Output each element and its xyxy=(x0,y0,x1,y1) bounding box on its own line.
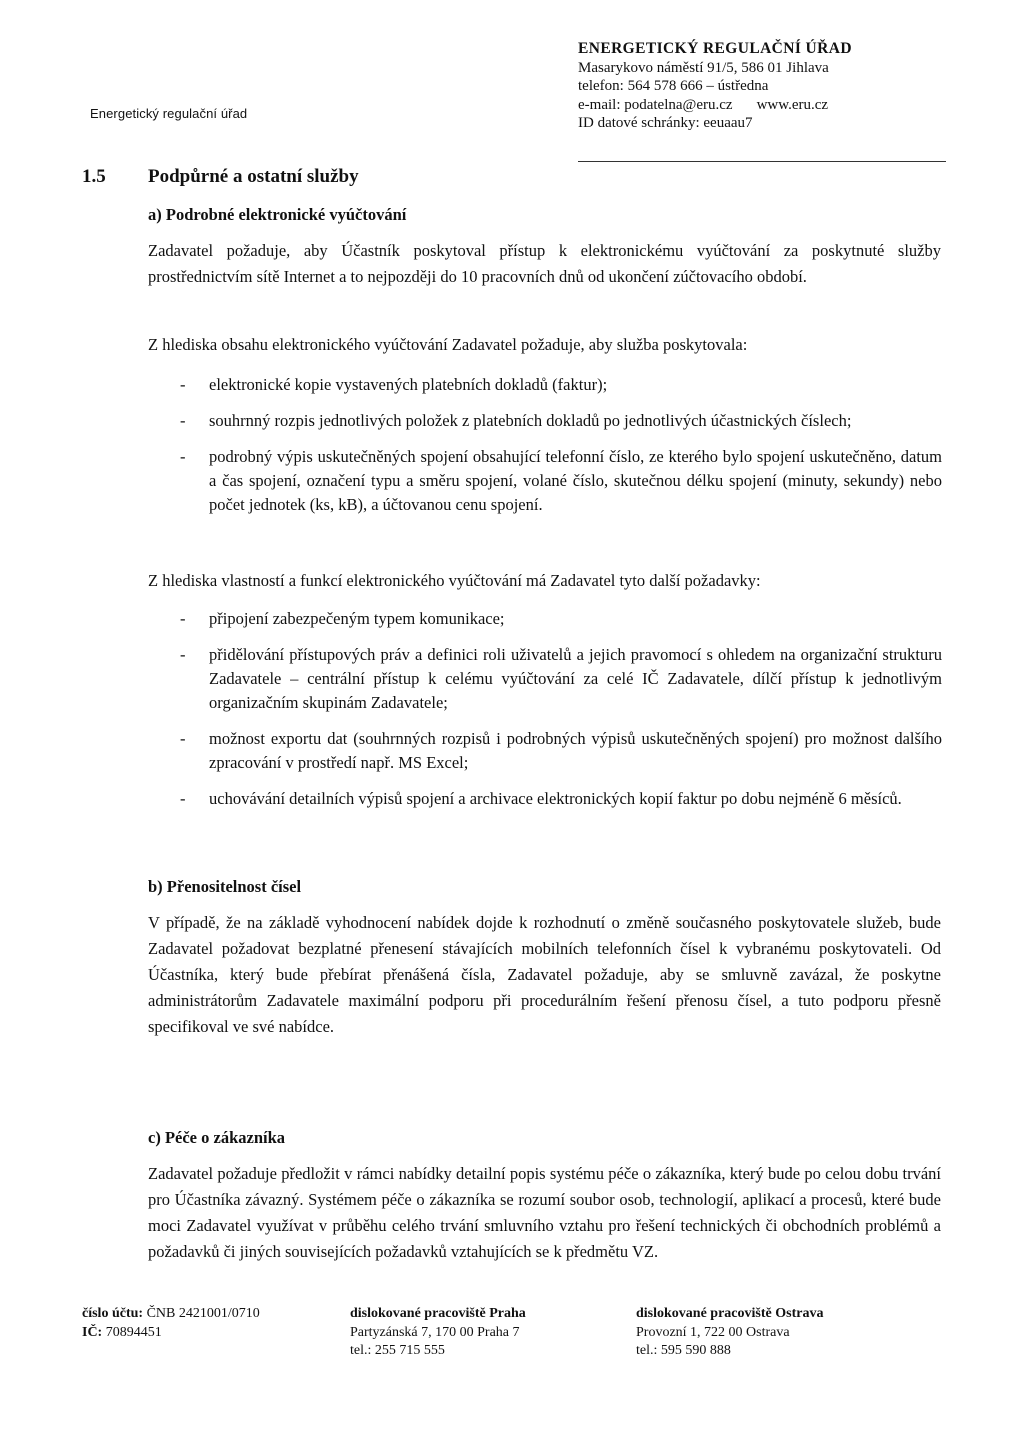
org-website: www.eru.cz xyxy=(756,96,829,113)
list-item-text: souhrnný rozpis jednotlivých položek z platebních dokladů po jednotlivých účastnických číslech; xyxy=(209,411,852,430)
praha-address: Partyzánská 7, 170 00 Praha 7 xyxy=(350,1324,520,1340)
footer-ostrava-office xyxy=(636,1305,823,1361)
list-item-text: možnost exportu dat (souhrnných rozpisů i podrobných výpisů uskutečněných spojení) pro možnost dalšího zpracování v prostředí např. MS Excel; xyxy=(209,729,942,772)
list-item-text: připojení zabezpečeným typem komunikace; xyxy=(209,609,505,628)
ic-value: 70894451 xyxy=(105,1324,162,1340)
ostrava-phone: tel.: 595 590 888 xyxy=(636,1343,731,1358)
org-address: Masarykovo náměstí 91/5, 586 01 Jihlava xyxy=(578,59,829,76)
list-dash: - xyxy=(180,645,186,664)
list-item xyxy=(180,787,942,811)
list-dash: - xyxy=(180,789,186,808)
ic-label: IČ: xyxy=(82,1324,103,1340)
praha-title: dislokované pracoviště Praha xyxy=(350,1306,526,1321)
header-office-name: Energetický regulační úřad xyxy=(90,106,248,121)
subsection-c-heading: c) Péče o zákazníka xyxy=(148,1128,286,1147)
org-contact-block xyxy=(578,40,852,133)
org-contact-row xyxy=(578,96,852,115)
list-item xyxy=(180,643,942,715)
account-value: ČNB 2421001/0710 xyxy=(146,1306,260,1321)
content-requirements-list xyxy=(180,373,942,529)
list-item xyxy=(180,727,942,775)
section-title: Podpůrné a ostatní služby xyxy=(148,166,359,187)
list-item-text: elektronické kopie vystavených platebních dokladů (faktur); xyxy=(209,375,608,394)
list-dash: - xyxy=(180,729,186,748)
org-name: ENERGETICKÝ REGULAČNÍ ÚŘAD xyxy=(578,40,852,57)
list-item-text: podrobný výpis uskutečněných spojení obsahující telefonní číslo, ze kterého bylo spojení uskutečněno, datum a čas spojení, označení typu a směru spojení, volané číslo, skutečnou délku spojení (minuty, sekundy) nebo počet jednotek (ks, kB), a účtovanou cenu spojení. xyxy=(209,447,942,514)
header-divider xyxy=(578,161,946,162)
subsection-a-paragraph-2: Z hlediska obsahu elektronického vyúčtování Zadavatel požaduje, aby služba poskytovala: xyxy=(148,335,748,354)
feature-requirements-list xyxy=(180,607,942,823)
list-dash: - xyxy=(180,411,186,430)
subsection-a-paragraph-1: Zadavatel požaduje, aby Účastník poskytoval přístup k elektronickému vyúčtování za poskytnuté služby prostřednictvím sítě Internet a to nejpozději do 10 pracovních dnů od ukončení zúčtovacího období. xyxy=(148,241,941,286)
subsection-b-paragraph: V případě, že na základě vyhodnocení nabídek dojde k rozhodnutí o změně současného poskytovatele služeb, bude Zadavatel požadovat bezplatné přenesení stávajících mobilních telefonních čísel k vybranému poskytovateli. Od Účastníka, který bude přebírat přenášená čísla, Zadavatel požaduje, aby se smluvně zavázal, že poskytne administrátorům Zadavatele maximální podporu při procedurálním řešení přenosu čísel, a tuto podporu přesně specifikoval ve své nabídce. xyxy=(148,913,941,1036)
ostrava-address: Provozní 1, 722 00 Ostrava xyxy=(636,1324,790,1340)
list-item-text: přidělování přístupových práv a definici roli uživatelů a jejich pravomocí s ohledem na organizační strukturu Zadavatele – centrální přístup k celému vyúčtování za celé IČ Zadavatele, dílčí přístup k jednotlivým organizačním skupinám Zadavatele; xyxy=(209,645,942,712)
subsection-b-heading: b) Přenositelnost čísel xyxy=(148,877,302,896)
subsection-a-heading: a) Podrobné elektronické vyúčtování xyxy=(148,205,407,224)
footer-praha-office xyxy=(350,1305,526,1361)
list-dash: - xyxy=(180,447,186,466)
list-item xyxy=(180,607,942,631)
subsection-a-paragraph-3: Z hlediska vlastností a funkcí elektronického vyúčtování má Zadavatel tyto další požadavky: xyxy=(148,571,761,590)
list-item xyxy=(180,409,942,433)
list-dash: - xyxy=(180,375,186,394)
subsection-c-paragraph: Zadavatel požaduje předložit v rámci nabídky detailní popis systému péče o zákazníka, který bude po celou dobu trvání pro Účastníka závazný. Systémem péče o zákazníka se rozumí soubor osob, technologií, aplikací a procesů, které bude moci Zadavatel využívat v průběhu celého trvání smluvního vztahu pro řešení technických či obchodních problémů a požadavků či jiných souvisejících požadavků vztahujících se k předmětu VZ. xyxy=(148,1164,941,1261)
footer-bank-info xyxy=(82,1305,260,1342)
org-email: e-mail: podatelna@eru.cz xyxy=(578,96,733,113)
ostrava-title: dislokované pracoviště Ostrava xyxy=(636,1306,824,1321)
list-item xyxy=(180,373,942,397)
org-data-box: ID datové schránky: eeuaau7 xyxy=(578,115,753,131)
list-item xyxy=(180,445,942,517)
account-label: číslo účtu: xyxy=(82,1306,144,1321)
section-number: 1.5 xyxy=(82,166,106,187)
org-phone: telefon: 564 578 666 – ústředna xyxy=(578,78,769,94)
praha-phone: tel.: 255 715 555 xyxy=(350,1343,445,1358)
list-item-text: uchovávání detailních výpisů spojení a archivace elektronických kopií faktur po dobu nejméně 6 měsíců. xyxy=(209,789,902,808)
list-dash: - xyxy=(180,609,186,628)
